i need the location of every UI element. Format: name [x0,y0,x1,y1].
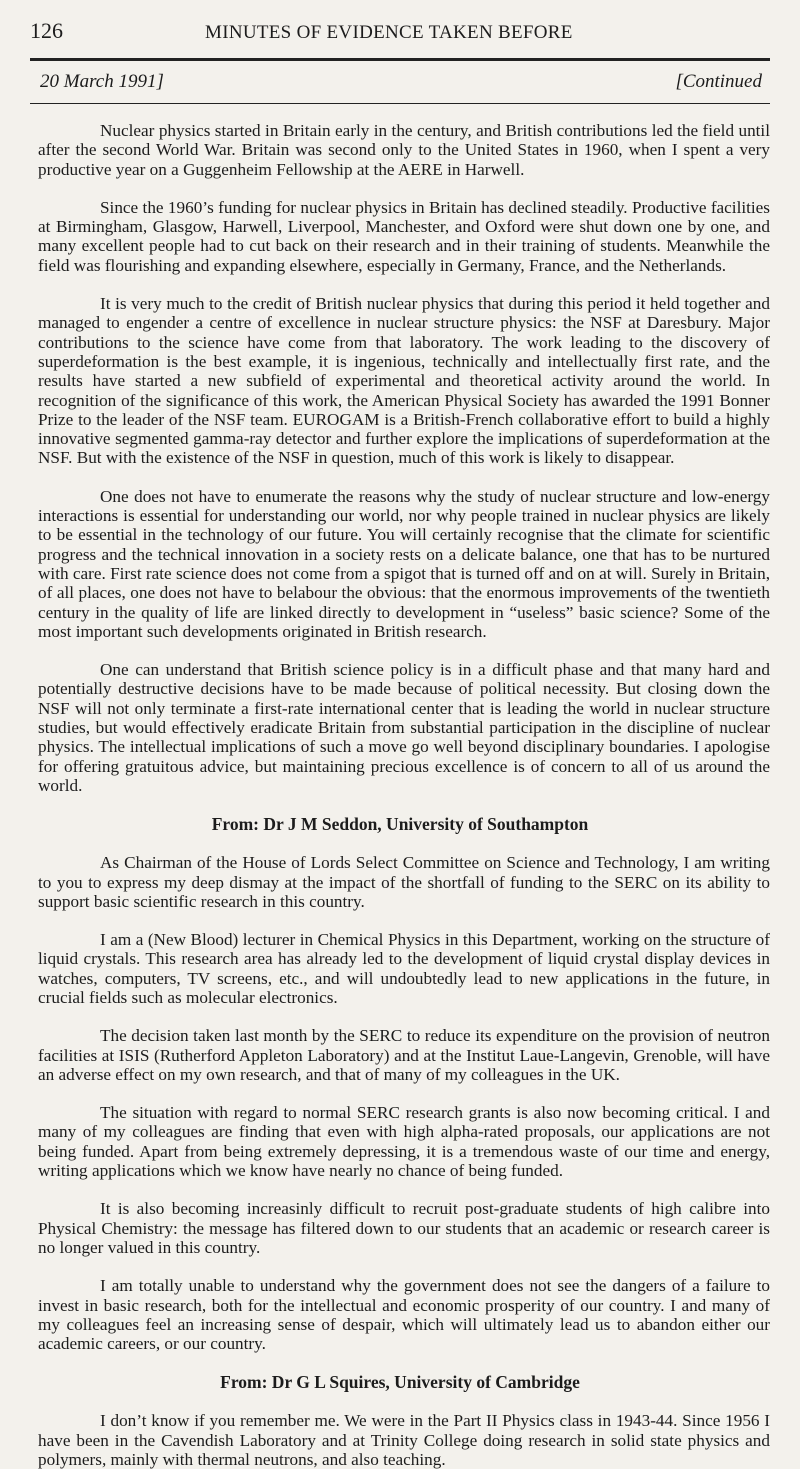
letter-heading-seddon: From: Dr J M Seddon, University of Southampton [211,814,589,835]
page-number: 126 [30,18,63,43]
paragraph: I don’t know if you remember me. We were in the Part II Physics class in 1943-44. Since 1956 I have been in the Cavendish Laboratory and at Trinity College doing research in solid state physics and polymers, mainly with thermal neutrons, and also teaching. [38,1411,770,1469]
paragraph: Nuclear physics started in Britain early in the century, and British contributions led the field until after the second World War. Britain was second only to the United States in 1960, when I spent a very productive year on a Guggenheim Fellowship at the AERE in Harwell. [38,121,770,179]
date-rule [30,103,770,104]
paragraph: It is very much to the credit of British nuclear physics that during this period it held together and managed to engender a centre of excellence in nuclear structure physics: the NSF at Daresbury. Major contributions to the science have come from that laboratory. The work leading to the discovery of superdeformation is the best example, it is ingenious, technically and intellectually first rate, and the results have started a new subfield of experimental and theoretical activity around the world. In recognition of the significance of this work, the American Physical Society has awarded the 1991 Bonner Prize to the leader of the NSF team. EUROGAM is a British-French collaborative effort to build a highly innovative segmented gamma-ray detector and further explore the implications of superdeformation at the NSF. But with the existence of the NSF in question, much of this work is likely to disappear. [38,294,770,468]
paragraph: I am totally unable to understand why the government does not see the dangers of a failure to invest in basic research, both for the intellectual and economic prosperity of our country. I and many of my colleagues feel an increasing sense of despair, which will ultimately lead us to abandon either our academic careers, or our country. [38,1276,770,1354]
paragraph: Since the 1960’s funding for nuclear physics in Britain has declined steadily. Productive facilities at Birmingham, Glasgow, Harwell, Liverpool, Manchester, and Oxford were shut down one by one, and many excellent people had to cut back on their research and in their training of students. Meanwhile the field was flourishing and expanding elsewhere, especially in Germany, France, and the Netherlands. [38,197,770,275]
paragraph: The decision taken last month by the SERC to reduce its expenditure on the provision of neutron facilities at ISIS (Rutherford Appleton Laboratory) and at the Institut Laue-Langevin, Grenoble, will have an adverse effect on my own research, and that of many of my colleagues in the UK. [38,1026,770,1084]
running-title: MINUTES OF EVIDENCE TAKEN BEFORE [205,22,573,43]
paragraph: I am a (New Blood) lecturer in Chemical Physics in this Department, working on the structure of liquid crystals. This research area has already led to the development of liquid crystal display devices in watches, computers, TV screens, etc., and will undoubtedly lead to new applications in the future, in crucial fields such as molecular electronics. [38,930,770,1007]
date-line [30,61,770,103]
paragraph: One can understand that British science policy is in a difficult phase and that many hard and potentially destructive decisions have to be made because of political necessity. But closing down the NSF will not only terminate a first-rate international center that is leading the world in nuclear structure studies, but would effectively eradicate Britain from substantial participation in the discipline of nuclear physics. The intellectual implications of such a move go well beyond disciplinary boundaries. I apologise for offering gratuitous advice, but maintaining precious excellence is of concern to all of us around the world. [38,660,770,795]
paragraph: The situation with regard to normal SERC research grants is also now becoming critical. I and many of my colleagues are finding that even with high alpha-rated proposals, our applications are not being funded. Apart from being extremely depressing, it is a tremendous waste of our time and energy, writing applications which we know have nearly no chance of being funded. [38,1103,770,1181]
continued-label: [Continued [675,71,762,92]
evidence-date: 20 March 1991] [40,71,164,92]
running-head [30,18,770,52]
paragraph: It is also becoming increasinly difficult to recruit post-graduate students of high calibre into Physical Chemistry: the message has filtered down to our students that an academic or research career is no longer valued in this country. [38,1199,770,1257]
letter-heading-squires: From: Dr G L Squires, University of Cambridge [220,1372,580,1393]
paragraph: One does not have to enumerate the reasons why the study of nuclear structure and low-energy interactions is essential for understanding our world, nor why people trained in nuclear physics are likely to be essential in the technology of our future. You will certainly recognise that the climate for scientific progress and the technical innovation in a society rests on a delicate balance, one that has to be nurtured with care. First rate science does not come from a spigot that is turned off and on at will. Surely in Britain, of all places, one does not have to belabour the obvious: that the enormous improvements of the twentieth century in the quality of life are linked directly to development in “useless” basic science? Some of the most important such developments originated in British research. [38,486,770,641]
paragraph: As Chairman of the House of Lords Select Committee on Science and Technology, I am writing to you to express my deep dismay at the impact of the shortfall of funding to the SERC on its ability to support basic scientific research in this country. [38,853,770,911]
